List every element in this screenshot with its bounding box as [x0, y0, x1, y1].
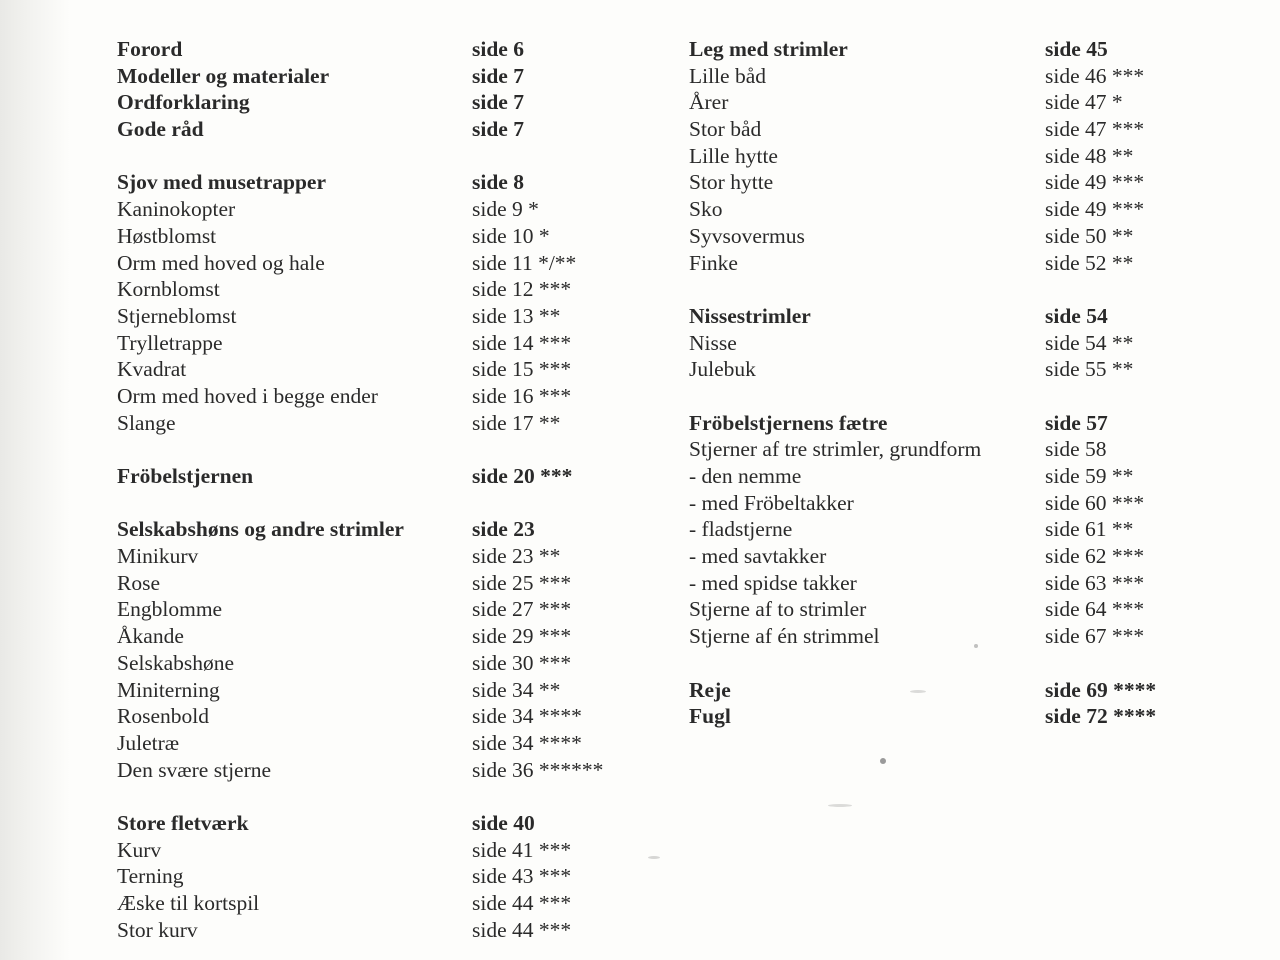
toc-entry-title: Stjerne af to strimler	[689, 597, 867, 622]
toc-entry-page: side 23 **	[472, 544, 561, 569]
toc-entry-page: side 13 **	[472, 303, 561, 328]
toc-entry-med-fröbeltakker	[689, 490, 1209, 517]
toc-entry-page: side 8	[472, 170, 524, 195]
toc-entry-title: Forord	[117, 37, 183, 61]
toc-entry-engblomme	[117, 596, 637, 623]
section-gap	[117, 436, 637, 463]
toc-entry-title: Æske til kortspil	[117, 891, 260, 915]
toc-entry-page: side 16 ***	[472, 383, 572, 408]
toc-section-sjov-med-musetrapper	[117, 169, 637, 196]
toc-entry-stjerne-af-n-strimmel	[689, 623, 1209, 650]
toc-entry-rosenbold	[117, 703, 637, 730]
toc-entry-page: side 30 ***	[472, 650, 572, 675]
toc-entry-åkande	[117, 623, 637, 650]
toc-entry-page: side 34 ****	[472, 730, 582, 755]
toc-entry-title: Stor båd	[689, 117, 762, 142]
toc-entry-title: Finke	[689, 250, 738, 275]
toc-entry-kvadrat	[117, 356, 637, 383]
toc-entry-title: Fröbelstjernens fætre	[689, 410, 888, 435]
toc-entry-page: side 43 ***	[472, 864, 572, 889]
toc-entry-page: side 64 ***	[1045, 597, 1145, 622]
toc-entry-stor-båd	[689, 116, 1209, 143]
toc-entry-title: Sko	[689, 197, 723, 222]
toc-entry-page: side 57	[1045, 410, 1108, 435]
scan-speck	[828, 804, 852, 807]
section-gap	[117, 783, 637, 810]
toc-entry-page: side 27 ***	[472, 597, 572, 622]
toc-entry-title: - fladstjerne	[689, 517, 793, 542]
toc-entry-page: side 72 ****	[1045, 704, 1157, 729]
toc-entry-med-spidse-takker	[689, 570, 1209, 597]
toc-entry-page: side 62 ***	[1045, 544, 1145, 569]
toc-entry-page: side 52 **	[1045, 250, 1134, 275]
toc-entry-page: side 29 ***	[472, 624, 572, 649]
toc-entry-title: Julebuk	[689, 357, 756, 382]
toc-entry-title: Stor kurv	[117, 917, 198, 942]
toc-entry-page: side 36 ******	[472, 757, 604, 782]
toc-entry-syvsovermus	[689, 223, 1209, 250]
toc-entry-nisse	[689, 330, 1209, 357]
toc-entry-selskabshøne	[117, 650, 637, 677]
toc-section-nissestrimler	[689, 303, 1209, 330]
toc-entry-den-svære-stjerne	[117, 757, 637, 784]
toc-entry-title: Stjerne af én strimmel	[689, 624, 880, 649]
toc-entry-page: side 49 ***	[1045, 197, 1145, 222]
toc-entry-title: Fröbelstjernen	[117, 464, 254, 488]
toc-entry-page: side 6	[472, 37, 524, 61]
toc-entry-title: Juletræ	[117, 730, 180, 755]
toc-entry-page: side 59 **	[1045, 464, 1134, 488]
toc-entry-title: Rosenbold	[117, 704, 209, 729]
toc-entry-page: side 25 ***	[472, 570, 572, 595]
toc-entry-title: Reje	[689, 677, 731, 702]
toc-entry-page: side 34 ****	[472, 704, 582, 729]
toc-entry-kaninokopter	[117, 196, 637, 223]
scan-speck	[974, 644, 978, 648]
toc-entry-title: Den svære stjerne	[117, 757, 272, 782]
toc-entry-title: Terning	[117, 864, 184, 889]
toc-entry-finke	[689, 250, 1209, 277]
toc-right-column	[689, 36, 1209, 730]
toc-entry-terning	[117, 863, 637, 890]
toc-entry-title: Kaninokopter	[117, 197, 236, 222]
toc-entry-page: side 67 ***	[1045, 624, 1145, 649]
toc-section-reje	[689, 677, 1209, 704]
toc-section-modeller-og-materialer	[117, 63, 637, 90]
toc-entry-title: Engblomme	[117, 597, 223, 622]
toc-left-column	[117, 36, 637, 943]
toc-entry-page: side 23	[472, 517, 535, 542]
toc-entry-page: side 45	[1045, 37, 1108, 61]
toc-entry-title: Selskabshøns og andre strimler	[117, 517, 404, 542]
toc-entry-title: - den nemme	[689, 464, 802, 488]
toc-entry-title: Orm med hoved i begge ender	[117, 383, 378, 408]
toc-entry-title: Årer	[689, 90, 729, 115]
section-gap	[689, 383, 1209, 410]
page-fold-shadow	[0, 0, 70, 960]
toc-entry-page: side 15 ***	[472, 357, 572, 382]
toc-entry-page: side 20 ***	[472, 464, 573, 488]
toc-section-fröbelstjernens-fætre	[689, 410, 1209, 437]
toc-entry-page: side 7	[472, 90, 524, 115]
toc-section-store-fletværk	[117, 810, 637, 837]
toc-entry-title: - med savtakker	[689, 544, 827, 569]
toc-entry-julebuk	[689, 356, 1209, 383]
section-gap	[689, 650, 1209, 677]
toc-entry-minikurv	[117, 543, 637, 570]
toc-section-gode-råd	[117, 116, 637, 143]
toc-entry-title: Miniterning	[117, 677, 220, 702]
toc-entry-title: Minikurv	[117, 544, 199, 569]
toc-section-forord	[117, 36, 637, 63]
toc-entry-title: Nisse	[689, 330, 737, 355]
toc-entry-stor-hytte	[689, 169, 1209, 196]
toc-entry-page: side 58	[1045, 437, 1107, 462]
toc-entry-fladstjerne	[689, 516, 1209, 543]
toc-entry-title: Slange	[117, 410, 176, 435]
toc-entry-page: side 44 ***	[472, 917, 572, 942]
toc-entry-stjerne-af-to-strimler	[689, 596, 1209, 623]
toc-entry-page: side 10 *	[472, 223, 550, 248]
scan-speck	[880, 758, 886, 764]
toc-entry-sko	[689, 196, 1209, 223]
toc-entry-page: side 61 **	[1045, 517, 1134, 542]
toc-section-ordforklaring	[117, 89, 637, 116]
toc-entry-juletræ	[117, 730, 637, 757]
toc-entry-page: side 54	[1045, 303, 1108, 328]
toc-entry-title: Stjerner af tre strimler, grundform	[689, 437, 982, 462]
toc-section-fugl	[689, 703, 1209, 730]
toc-entry-miniterning	[117, 677, 637, 704]
toc-entry-title: Rose	[117, 570, 160, 595]
toc-entry-med-savtakker	[689, 543, 1209, 570]
toc-entry-title: - med Fröbeltakker	[689, 490, 854, 515]
toc-entry-title: Selskabshøne	[117, 650, 235, 675]
toc-entry-title: - med spidse takker	[689, 570, 857, 595]
toc-entry-page: side 63 ***	[1045, 570, 1145, 595]
toc-entry-title: Leg med strimler	[689, 37, 848, 61]
toc-entry-title: Orm med hoved og hale	[117, 250, 325, 275]
toc-entry-page: side 34 **	[472, 677, 561, 702]
toc-entry-page: side 7	[472, 117, 524, 142]
toc-entry-page: side 46 ***	[1045, 63, 1145, 88]
toc-entry-title: Store fletværk	[117, 810, 249, 835]
toc-entry-page: side 40	[472, 810, 535, 835]
toc-entry-title: Høstblomst	[117, 223, 217, 248]
toc-entry-title: Stjerneblomst	[117, 303, 237, 328]
toc-entry-årer	[689, 89, 1209, 116]
toc-entry-title: Ordforklaring	[117, 90, 250, 115]
toc-entry-page: side 17 **	[472, 410, 561, 435]
toc-entry-stjerner-af-tre-strimler-grundform	[689, 436, 1209, 463]
toc-entry-lille-hytte	[689, 143, 1209, 170]
toc-entry-title: Fugl	[689, 704, 731, 729]
toc-entry-page: side 60 ***	[1045, 490, 1145, 515]
toc-entry-page: side 48 **	[1045, 143, 1134, 168]
toc-entry-stjerneblomst	[117, 303, 637, 330]
toc-entry-page: side 9 *	[472, 197, 539, 222]
scan-speck	[648, 856, 660, 859]
toc-entry-title: Sjov med musetrapper	[117, 170, 327, 195]
toc-entry-page: side 11 */**	[472, 250, 577, 275]
section-gap	[117, 490, 637, 517]
toc-entry-æske-til-kortspil	[117, 890, 637, 917]
toc-entry-page: side 44 ***	[472, 891, 572, 915]
toc-entry-page: side 49 ***	[1045, 170, 1145, 195]
toc-entry-kurv	[117, 837, 637, 864]
toc-entry-rose	[117, 570, 637, 597]
toc-entry-lille-båd	[689, 63, 1209, 90]
toc-entry-title: Gode råd	[117, 117, 204, 142]
scan-speck	[910, 690, 926, 693]
toc-entry-page: side 41 ***	[472, 837, 572, 862]
toc-entry-page: side 69 ****	[1045, 677, 1157, 702]
toc-entry-title: Modeller og materialer	[117, 63, 330, 88]
toc-entry-page: side 47 ***	[1045, 117, 1145, 142]
toc-entry-title: Kurv	[117, 837, 162, 862]
toc-entry-page: side 50 **	[1045, 223, 1134, 248]
toc-entry-page: side 7	[472, 63, 524, 88]
toc-section-selskabshøns-og-andre-strimler	[117, 516, 637, 543]
section-gap	[689, 276, 1209, 303]
toc-entry-kornblomst	[117, 276, 637, 303]
toc-entry-orm-med-hoved-og-hale	[117, 250, 637, 277]
toc-section-fröbelstjernen	[117, 463, 637, 490]
toc-entry-title: Stor hytte	[689, 170, 774, 195]
toc-entry-title: Kornblomst	[117, 277, 220, 302]
section-gap	[117, 143, 637, 170]
toc-entry-title: Kvadrat	[117, 357, 187, 382]
toc-entry-title: Åkande	[117, 624, 184, 649]
toc-entry-page: side 12 ***	[472, 277, 572, 302]
toc-entry-title: Nissestrimler	[689, 303, 811, 328]
toc-entry-page: side 54 **	[1045, 330, 1134, 355]
toc-entry-page: side 14 ***	[472, 330, 572, 355]
toc-entry-orm-med-hoved-i-begge-ender	[117, 383, 637, 410]
toc-entry-title: Lille båd	[689, 63, 767, 88]
toc-entry-page: side 55 **	[1045, 357, 1134, 382]
toc-entry-title: Syvsovermus	[689, 223, 805, 248]
toc-entry-høstblomst	[117, 223, 637, 250]
toc-entry-trylletrappe	[117, 330, 637, 357]
toc-entry-slange	[117, 410, 637, 437]
toc-entry-title: Lille hytte	[689, 143, 778, 168]
toc-entry-stor-kurv	[117, 917, 637, 944]
toc-entry-den-nemme	[689, 463, 1209, 490]
toc-entry-title: Trylletrappe	[117, 330, 223, 355]
toc-entry-page: side 47 *	[1045, 90, 1123, 115]
toc-section-leg-med-strimler	[689, 36, 1209, 63]
